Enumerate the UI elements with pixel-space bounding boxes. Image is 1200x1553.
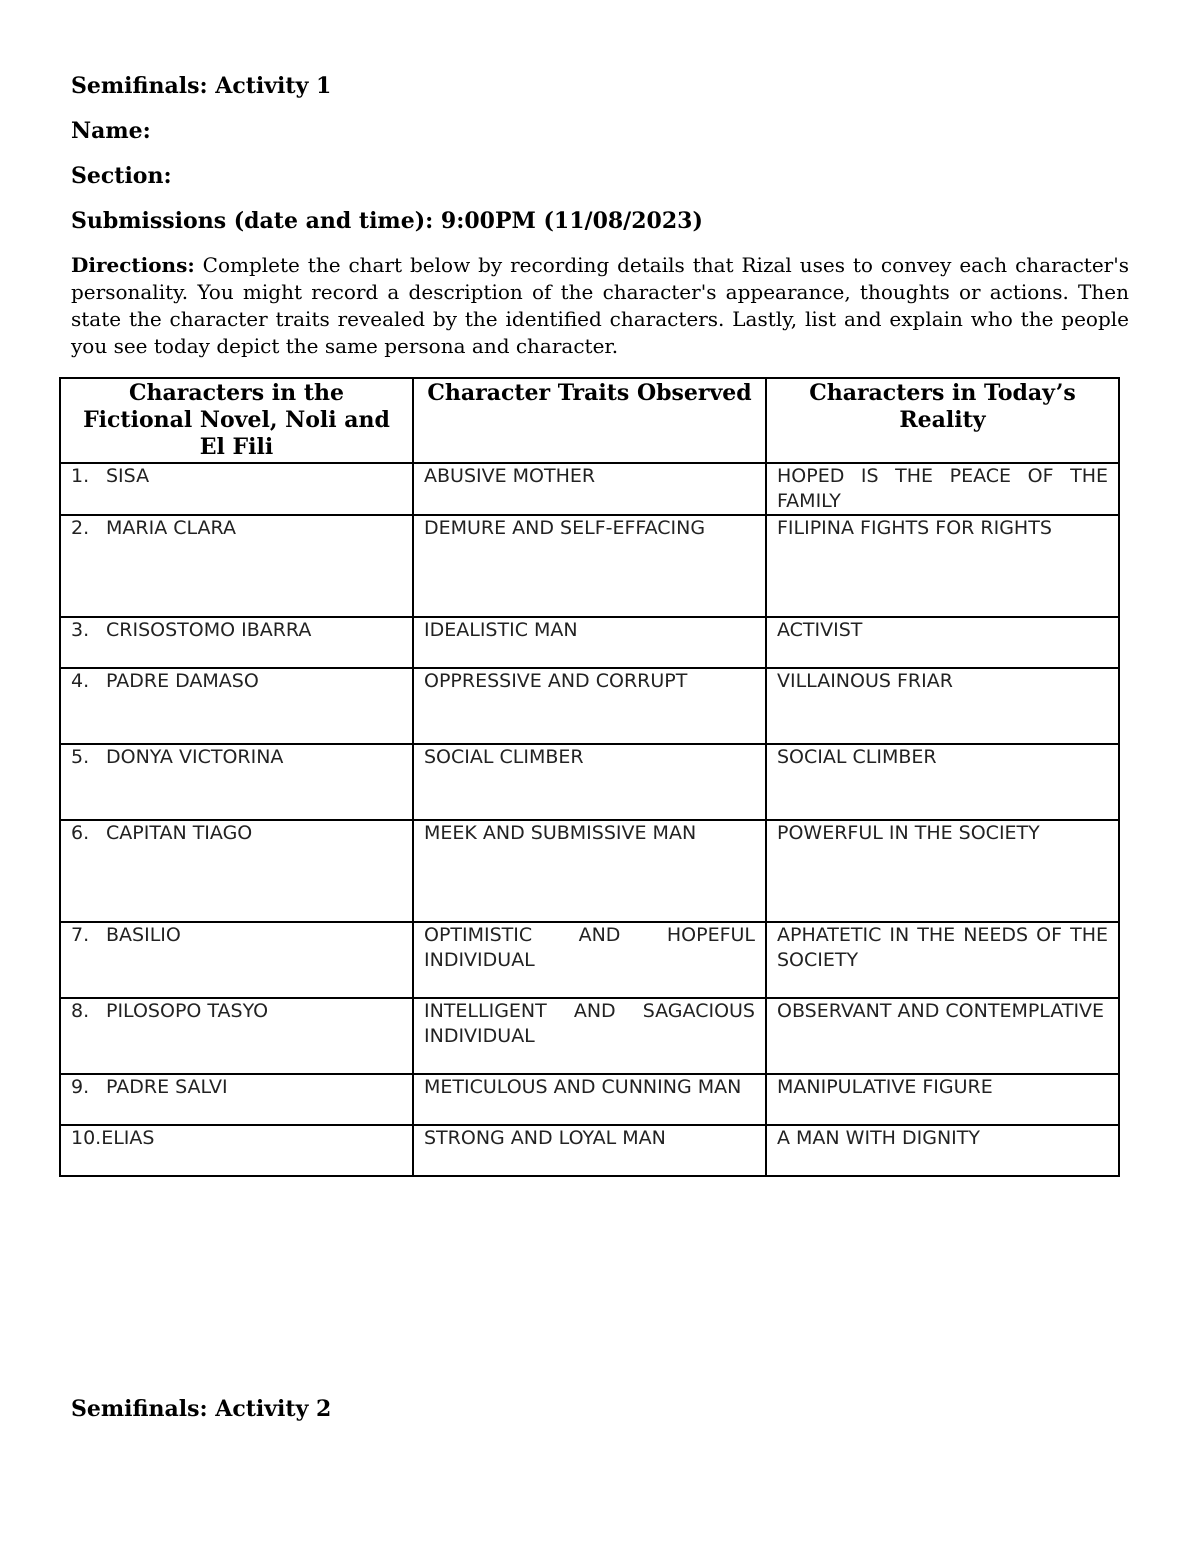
row-number: 1.: [71, 465, 90, 487]
directions-label: Directions:: [71, 253, 195, 277]
reality-cell: A MAN WITH DIGNITY: [766, 1125, 1119, 1176]
reality-cell: VILLAINOUS FRIAR: [766, 668, 1119, 744]
table-row: [60, 820, 1119, 922]
character-cell: [60, 668, 413, 744]
character-cell: [60, 617, 413, 668]
submission-value: 9:00PM (11/08/2023): [440, 208, 703, 234]
trait-cell: OPTIMISTIC AND HOPEFUL INDIVIDUAL: [413, 922, 766, 998]
row-number: 2.: [71, 517, 90, 539]
character-name: DONYA VICTORINA: [106, 746, 284, 768]
character-cell: [60, 1074, 413, 1125]
reality-cell: SOCIAL CLIMBER: [766, 744, 1119, 820]
activity1-title: Semifinals: Activity 1: [71, 73, 332, 99]
name-label: Name:: [71, 118, 151, 144]
reality-cell: ACTIVIST: [766, 617, 1119, 668]
character-name: SISA: [106, 465, 150, 487]
character-cell: [60, 1125, 413, 1176]
table-row: [60, 998, 1119, 1074]
character-cell: [60, 463, 413, 515]
header-characters-novel: Characters in the Fictional Novel, Noli and El Fili: [60, 378, 413, 463]
trait-cell: OPPRESSIVE AND CORRUPT: [413, 668, 766, 744]
character-name: PADRE DAMASO: [106, 670, 259, 692]
trait-cell: STRONG AND LOYAL MAN: [413, 1125, 766, 1176]
character-cell: [60, 998, 413, 1074]
directions-text: Complete the chart below by recording details that Rizal uses to convey each character's personality. You might record a description of the character's appearance, thoughts or actions. Then state the character traits revealed by the identified characters. Lastly, list and explain who the people you see today depict the same persona and character.: [71, 253, 1129, 358]
table-row: [60, 1125, 1119, 1176]
header-character-traits: Character Traits Observed: [413, 378, 766, 463]
submission-label: Submissions (date and time):: [71, 208, 434, 234]
row-number: 9.: [71, 1076, 90, 1098]
row-number: 3.: [71, 619, 90, 641]
directions-paragraph: [71, 252, 1129, 360]
header-characters-reality: Characters in Today’s Reality: [766, 378, 1119, 463]
character-chart: [59, 377, 1120, 1177]
character-cell: [60, 820, 413, 922]
row-number: 10.: [71, 1127, 102, 1149]
table-row: [60, 463, 1119, 515]
submission-line: [71, 207, 703, 235]
character-name: BASILIO: [106, 924, 181, 946]
section-label: Section:: [71, 163, 172, 189]
table-row: [60, 515, 1119, 617]
table-row: [60, 668, 1119, 744]
table-row: [60, 922, 1119, 998]
trait-cell: ABUSIVE MOTHER: [413, 463, 766, 515]
character-name: MARIA CLARA: [106, 517, 236, 539]
character-name: CRISOSTOMO IBARRA: [106, 619, 312, 641]
table-row: [60, 744, 1119, 820]
character-name: PILOSOPO TASYO: [106, 1000, 269, 1022]
reality-cell: OBSERVANT AND CONTEMPLATIVE: [766, 998, 1119, 1074]
reality-cell: POWERFUL IN THE SOCIETY: [766, 820, 1119, 922]
trait-cell: SOCIAL CLIMBER: [413, 744, 766, 820]
table-row: [60, 1074, 1119, 1125]
row-number: 6.: [71, 822, 90, 844]
trait-cell: INTELLIGENT AND SAGACIOUS INDIVIDUAL: [413, 998, 766, 1074]
trait-cell: IDEALISTIC MAN: [413, 617, 766, 668]
row-number: 7.: [71, 924, 90, 946]
reality-cell: FILIPINA FIGHTS FOR RIGHTS: [766, 515, 1119, 617]
character-name: CAPITAN TIAGO: [106, 822, 253, 844]
character-cell: [60, 515, 413, 617]
trait-cell: MEEK AND SUBMISSIVE MAN: [413, 820, 766, 922]
reality-cell: APHATETIC IN THE NEEDS OF THE SOCIETY: [766, 922, 1119, 998]
character-name: ELIAS: [101, 1127, 155, 1149]
character-cell: [60, 744, 413, 820]
trait-cell: DEMURE AND SELF-EFFACING: [413, 515, 766, 617]
trait-cell: METICULOUS AND CUNNING MAN: [413, 1074, 766, 1125]
character-name: PADRE SALVI: [106, 1076, 228, 1098]
row-number: 4.: [71, 670, 90, 692]
reality-cell: HOPED IS THE PEACE OF THE FAMILY: [766, 463, 1119, 515]
table-row: [60, 617, 1119, 668]
header-row: [60, 378, 1119, 463]
reality-cell: MANIPULATIVE FIGURE: [766, 1074, 1119, 1125]
row-number: 8.: [71, 1000, 90, 1022]
activity2-title: Semifinals: Activity 2: [71, 1396, 332, 1422]
character-cell: [60, 922, 413, 998]
row-number: 5.: [71, 746, 90, 768]
